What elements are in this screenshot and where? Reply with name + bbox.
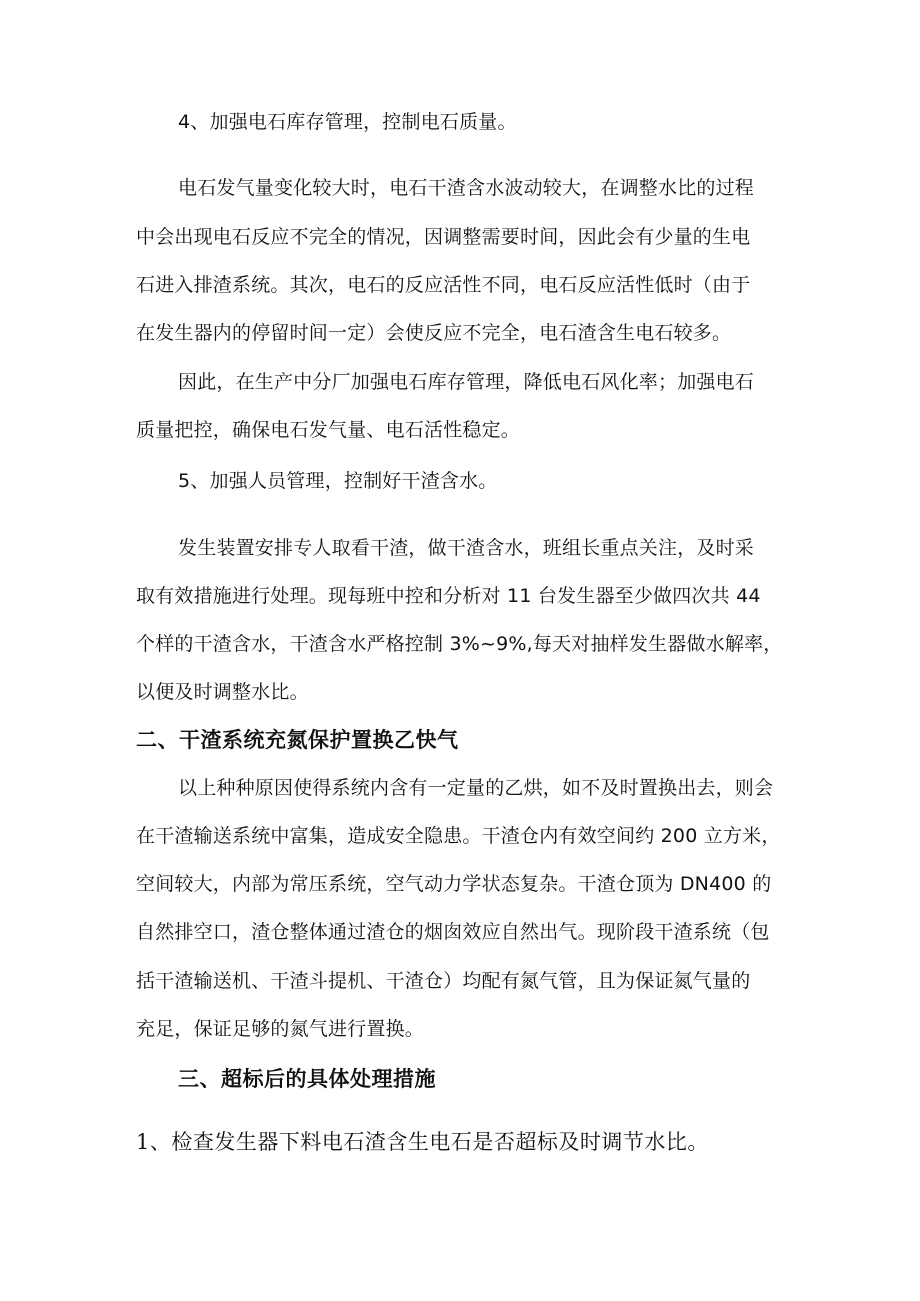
section-3-title: 三、超标后的具体处理措施 — [178, 1067, 436, 1091]
item5-title: 5、加强人员管理，控制好干渣含水。 — [178, 470, 498, 492]
paragraph-line: 括干渣输送机、干渣斗提机、干渣仓）均配有氮气管，且为保证氮气量的 — [136, 970, 751, 992]
paragraph-line: 个样的干渣含水，干渣含水严格控制 3%~9%,每天对抽样发生器做水解率， — [136, 633, 783, 655]
paragraph-line: 空间较大，内部为常压系统，空气动力学状态复杂。干渣仓顶为 DN400 的 — [136, 873, 772, 895]
paragraph-line: 自然排空口，渣仓整体通过渣仓的烟囱效应自然出气。现阶段干渣系统（包 — [136, 921, 770, 943]
section-2-title: 二、干渣系统充氮保护置换乙快气 — [136, 728, 459, 752]
paragraph-line: 充足，保证足够的氮气进行置换。 — [136, 1018, 425, 1040]
item4-title: 4、加强电石库存管理，控制电石质量。 — [178, 111, 517, 133]
paragraph-line: 发生装置安排专人取看干渣，做干渣含水，班组长重点关注，及时采 — [178, 537, 755, 559]
paragraph-line: 以便及时调整水比。 — [136, 681, 309, 703]
paragraph-line: 在干渣输送系统中富集，造成安全隐患。干渣仓内有效空间约 200 立方米， — [136, 825, 781, 847]
paragraph-line: 因此，在生产中分厂加强电石库存管理，降低电石风化率；加强电石 — [178, 371, 755, 393]
paragraph-line: 质量把控，确保电石发气量、电石活性稳定。 — [136, 419, 521, 441]
paragraph-line: 石进入排渣系统。其次，电石的反应活性不同，电石反应活性低时（由于 — [136, 274, 751, 296]
step-1: 1、检查发生器下料电石渣含生电石是否超标及时调节水比。 — [136, 1130, 709, 1154]
paragraph-line: 取有效措施进行处理。现每班中控和分析对 11 台发生器至少做四次共 44 — [136, 585, 761, 607]
paragraph-line: 以上种种原因使得系统内含有一定量的乙烘，如不及时置换出去，则会 — [178, 777, 774, 799]
paragraph-line: 电石发气量变化较大时，电石干渣含水波动较大，在调整水比的过程 — [178, 177, 755, 199]
paragraph-line: 在发生器内的停留时间一定）会使反应不完全，电石渣含生电石较多。 — [136, 322, 732, 344]
paragraph-line: 中会出现电石反应不完全的情况，因调整需要时间，因此会有少量的生电 — [136, 226, 751, 248]
